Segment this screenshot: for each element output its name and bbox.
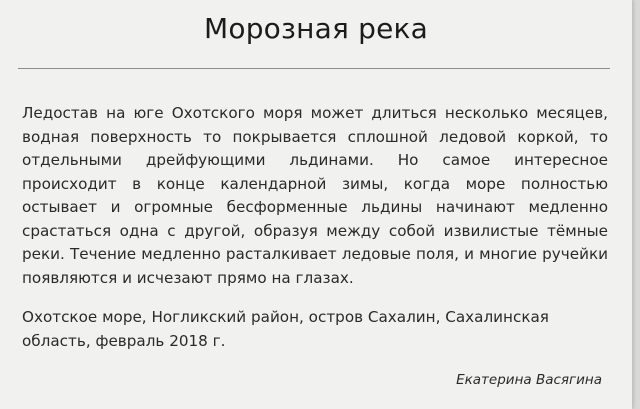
location-caption: Охотское море, Ногликский район, остров Сахалин, Сахалинская область, февраль 2018 г. — [22, 308, 549, 350]
description-paragraph: Ледостав на юге Охотского моря может длиться несколько месяцев, водная поверхность то покрывается сплошной ледовой коркой, то отдельными дрейфующими льдинами. Но самое интересное происходит в конце календарной зимы, когда море полностью остывает и огромные бесформенные льдины начинают медленно срастаться одна с другой, образуя между собой извилистые тёмные реки. Течение медленно расталкивает ледовые поля, и многие ручейки появляются и исчезают прямо на глазах. — [22, 104, 608, 287]
card-title: Морозная река — [204, 12, 428, 45]
author-name: Екатерина Васягина — [456, 372, 602, 388]
title-divider — [18, 68, 610, 69]
